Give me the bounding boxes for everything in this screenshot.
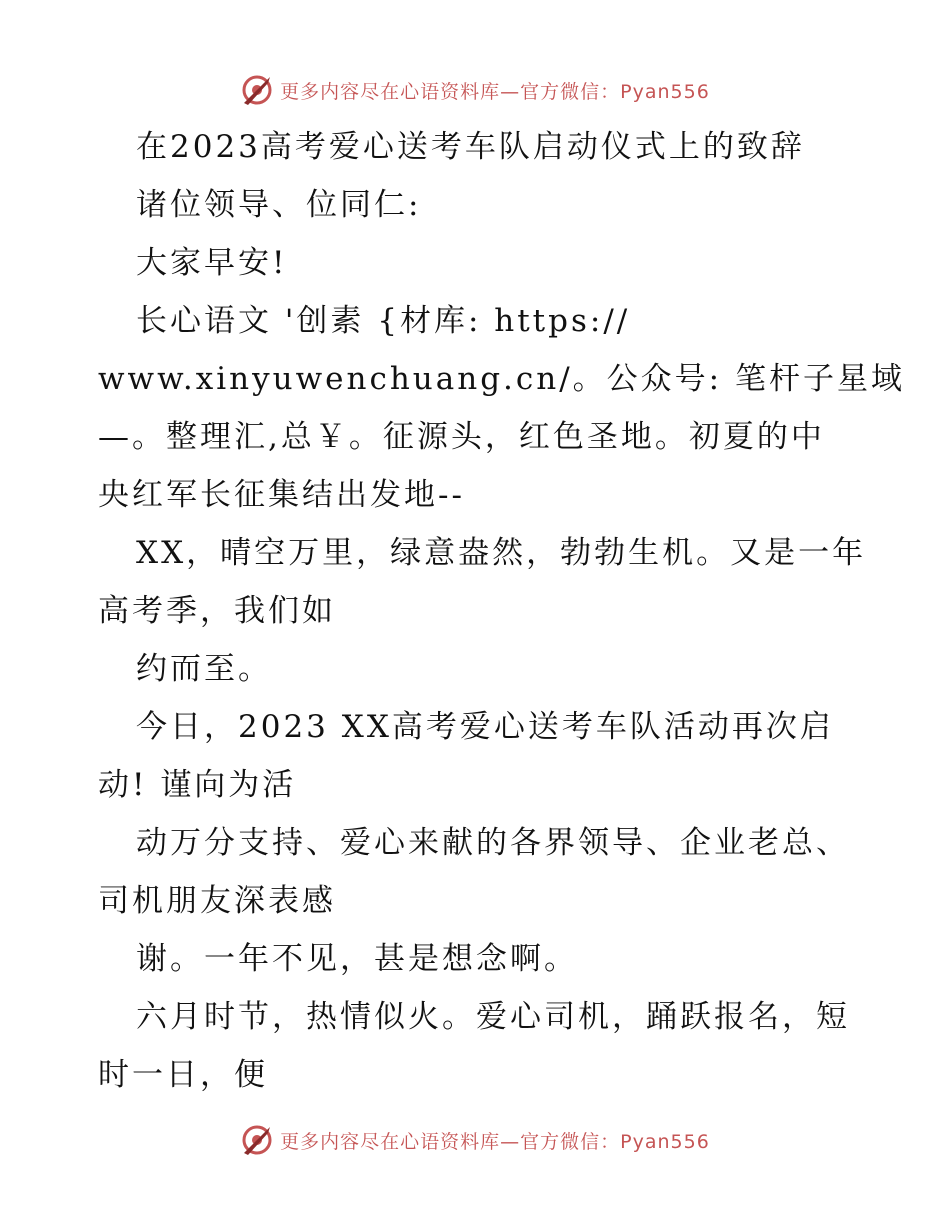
text-line: www.xinyuwenchuang.cn/。公众号: 笔杆子星域 bbox=[98, 361, 905, 397]
text-line: 长心语文 '创素 {材库: https:// bbox=[136, 303, 631, 339]
text-line: 高考季，我们如 bbox=[98, 593, 336, 629]
text-line: —。整理汇,总￥。征源头，红色圣地。初夏的中 bbox=[98, 419, 825, 455]
title-line: 在2023高考爱心送考车队启动仪式上的致辞 bbox=[136, 129, 805, 165]
text-line: 约而至。 bbox=[136, 651, 272, 687]
pen-logo-icon bbox=[240, 1123, 274, 1157]
pen-logo-icon bbox=[240, 73, 274, 107]
text-line: 央红军长征集结出发地-- bbox=[98, 477, 465, 513]
text-line: 诸位领导、位同仁: bbox=[136, 187, 422, 223]
text-line: XX，晴空万里，绿意盎然，勃勃生机。又是一年 bbox=[136, 535, 867, 571]
text-line: 时一日，便 bbox=[98, 1057, 268, 1093]
text-line: 动万分支持、爱心来献的各界领导、企业老总、 bbox=[136, 825, 850, 861]
document-body bbox=[98, 118, 905, 1104]
text-line: 司机朋友深表感 bbox=[98, 883, 336, 919]
header-banner bbox=[0, 70, 950, 110]
text-line: 大家早安! bbox=[136, 245, 288, 281]
text-line: 今日，2023 XX高考爱心送考车队活动再次启 bbox=[136, 709, 834, 745]
footer-banner bbox=[0, 1120, 950, 1160]
text-line: 谢。一年不见，甚是想念啊。 bbox=[136, 941, 578, 977]
footer-banner-text: 更多内容尽在心语资料库—官方微信：Pyan556 bbox=[280, 1130, 710, 1153]
header-banner-text: 更多内容尽在心语资料库—官方微信：Pyan556 bbox=[280, 80, 710, 103]
text-line: 动! 谨向为活 bbox=[98, 767, 297, 803]
text-line: 六月时节，热情似火。爱心司机，踊跃报名，短 bbox=[136, 999, 850, 1035]
